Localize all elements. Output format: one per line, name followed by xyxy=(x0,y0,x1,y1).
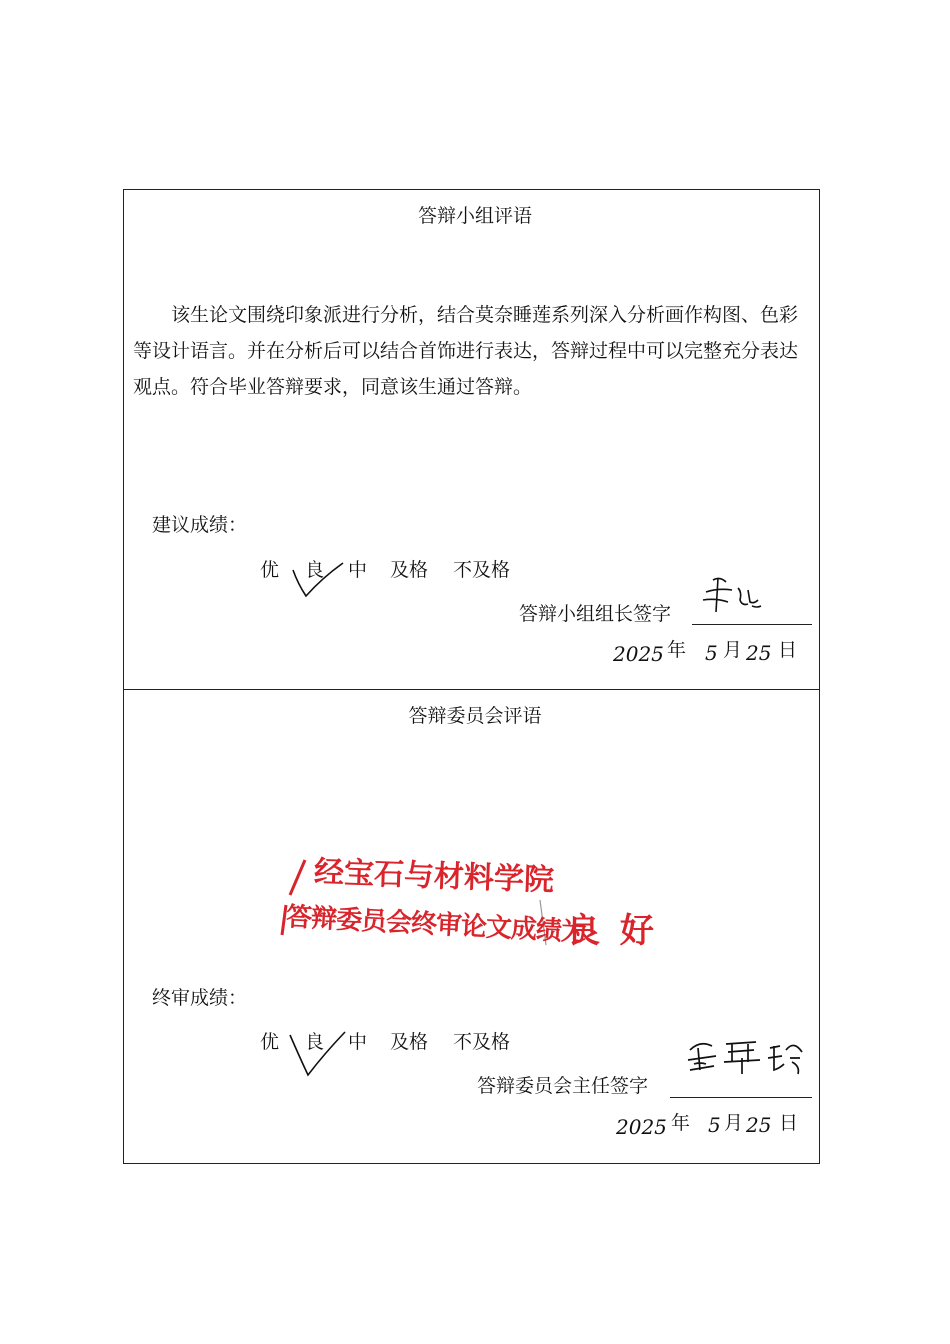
panel2-grade-fail: 不及格 xyxy=(453,1031,511,1053)
stamp-result: 良 好 xyxy=(566,911,658,951)
panel1-sign-label: 答辩小组组长签字 xyxy=(519,603,672,625)
panel2-grade-label: 终审成绩： xyxy=(152,987,248,1009)
panel2-grade-pass: 及格 xyxy=(390,1031,429,1053)
stamp-line1: 经宝石与材料学院 xyxy=(313,854,555,899)
panel1-date-day: 25 xyxy=(746,641,772,665)
panel2-sign-label: 答辩委员会主任签字 xyxy=(477,1075,649,1097)
panel1-grade-medium: 中 xyxy=(348,559,368,581)
panel1-date-day-unit: 日 xyxy=(778,639,798,661)
panel1-grade-good: 良 xyxy=(305,559,325,581)
panel1-grade-fail: 不及格 xyxy=(453,559,511,581)
panel2-date-year-unit: 年 xyxy=(671,1112,691,1134)
panel2-date-year: 2025 xyxy=(616,1115,667,1139)
panel1-date-year-unit: 年 xyxy=(667,639,687,661)
panel2-date-day: 25 xyxy=(746,1113,772,1137)
panel2-date-month: 5 xyxy=(708,1113,721,1137)
panel1-date-year: 2025 xyxy=(613,642,664,666)
panel1-grade-label: 建议成绩： xyxy=(152,514,248,536)
panel2-grade-medium: 中 xyxy=(348,1031,368,1053)
panel2-date-day-unit: 日 xyxy=(779,1112,799,1134)
panel1-date-month-unit: 月 xyxy=(723,639,743,661)
panel1-grade-pass: 及格 xyxy=(390,559,429,581)
panel2-grade-excellent: 优 xyxy=(260,1031,280,1053)
panel1-grade-excellent: 优 xyxy=(260,559,280,581)
panel2-date-month-unit: 月 xyxy=(724,1112,744,1134)
stamp-line2: 答辩委员会终审论文成绩为 xyxy=(285,902,587,948)
panel2-grade-good: 良 xyxy=(305,1031,325,1053)
panel1-comment: 该生论文围绕印象派进行分析，结合莫奈睡莲系列深入分析画作构图、色彩等设计语言。并在分析后可以结合首饰进行表达，答辩过程中可以完整充分表达观点。符合毕业答辩要求，同意该生通过答辩。 xyxy=(133,304,799,398)
panel2-title: 答辩委员会评语 xyxy=(408,705,542,727)
panel1-date-month: 5 xyxy=(705,641,718,665)
panel1-title: 答辩小组评语 xyxy=(417,205,532,227)
